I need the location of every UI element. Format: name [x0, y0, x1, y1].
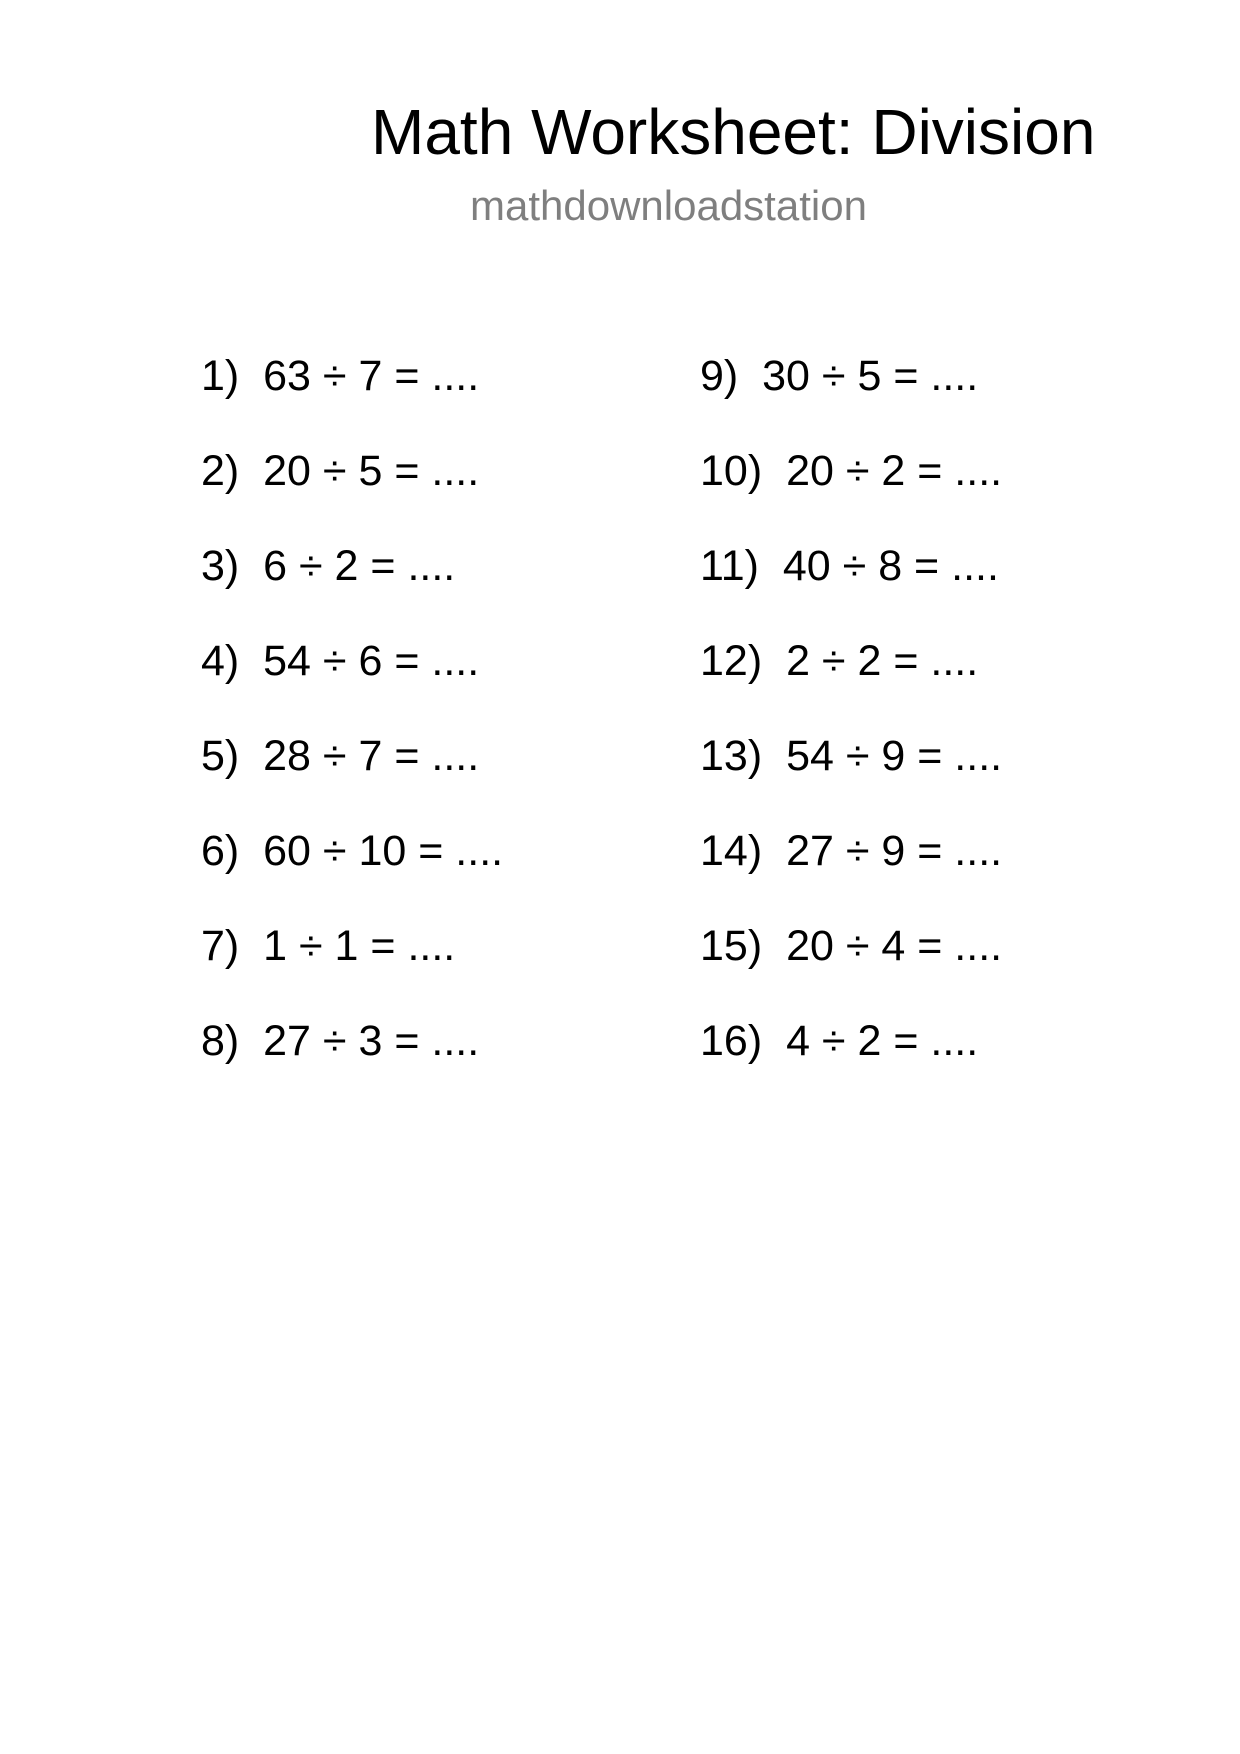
- problem-item: [700, 351, 978, 401]
- problem-number: 2): [201, 447, 240, 495]
- problem-number: 15): [700, 922, 763, 970]
- problem-expression: 6 ÷ 2 = ....: [263, 542, 456, 590]
- problem-expression: 1 ÷ 1 = ....: [263, 922, 456, 970]
- problem-item: [700, 541, 999, 591]
- problem-expression: 63 ÷ 7 = ....: [263, 352, 480, 400]
- problem-expression: 27 ÷ 3 = ....: [263, 1017, 480, 1065]
- worksheet-title: Math Worksheet: Division: [371, 96, 1096, 168]
- problem-item: [201, 826, 503, 876]
- problem-expression: 27 ÷ 9 = ....: [786, 827, 1003, 875]
- problem-expression: 20 ÷ 5 = ....: [263, 447, 480, 495]
- problem-number: 7): [201, 922, 240, 970]
- problem-expression: 54 ÷ 9 = ....: [786, 732, 1003, 780]
- problem-item: [201, 541, 455, 591]
- problem-expression: 4 ÷ 2 = ....: [786, 1017, 979, 1065]
- problem-number: 9): [700, 352, 739, 400]
- problem-number: 3): [201, 542, 240, 590]
- problem-expression: 30 ÷ 5 = ....: [762, 352, 979, 400]
- problem-item: [201, 1016, 479, 1066]
- problem-item: [700, 1016, 978, 1066]
- problem-expression: 20 ÷ 4 = ....: [786, 922, 1003, 970]
- problem-item: [201, 351, 479, 401]
- problem-number: 8): [201, 1017, 240, 1065]
- problem-item: [700, 636, 978, 686]
- problem-item: [700, 826, 1002, 876]
- problem-expression: 2 ÷ 2 = ....: [786, 637, 979, 685]
- problem-number: 5): [201, 732, 240, 780]
- problem-item: [700, 731, 1002, 781]
- problem-item: [700, 446, 1002, 496]
- problem-number: 6): [201, 827, 240, 875]
- problem-number: 11): [700, 542, 759, 590]
- problem-item: [201, 636, 479, 686]
- problem-number: 1): [201, 352, 240, 400]
- problem-item: [201, 446, 479, 496]
- problem-number: 14): [700, 827, 763, 875]
- problem-number: 10): [700, 447, 763, 495]
- problem-expression: 60 ÷ 10 = ....: [263, 827, 504, 875]
- problem-item: [201, 921, 455, 971]
- problem-expression: 40 ÷ 8 = ....: [782, 542, 999, 590]
- problem-expression: 28 ÷ 7 = ....: [263, 732, 480, 780]
- problem-number: 16): [700, 1017, 763, 1065]
- problem-expression: 20 ÷ 2 = ....: [786, 447, 1003, 495]
- problem-number: 4): [201, 637, 240, 685]
- problem-item: [700, 921, 1002, 971]
- worksheet-subtitle: mathdownloadstation: [470, 182, 867, 229]
- problem-number: 12): [700, 637, 763, 685]
- problem-item: [201, 731, 479, 781]
- problem-expression: 54 ÷ 6 = ....: [263, 637, 480, 685]
- problem-number: 13): [700, 732, 763, 780]
